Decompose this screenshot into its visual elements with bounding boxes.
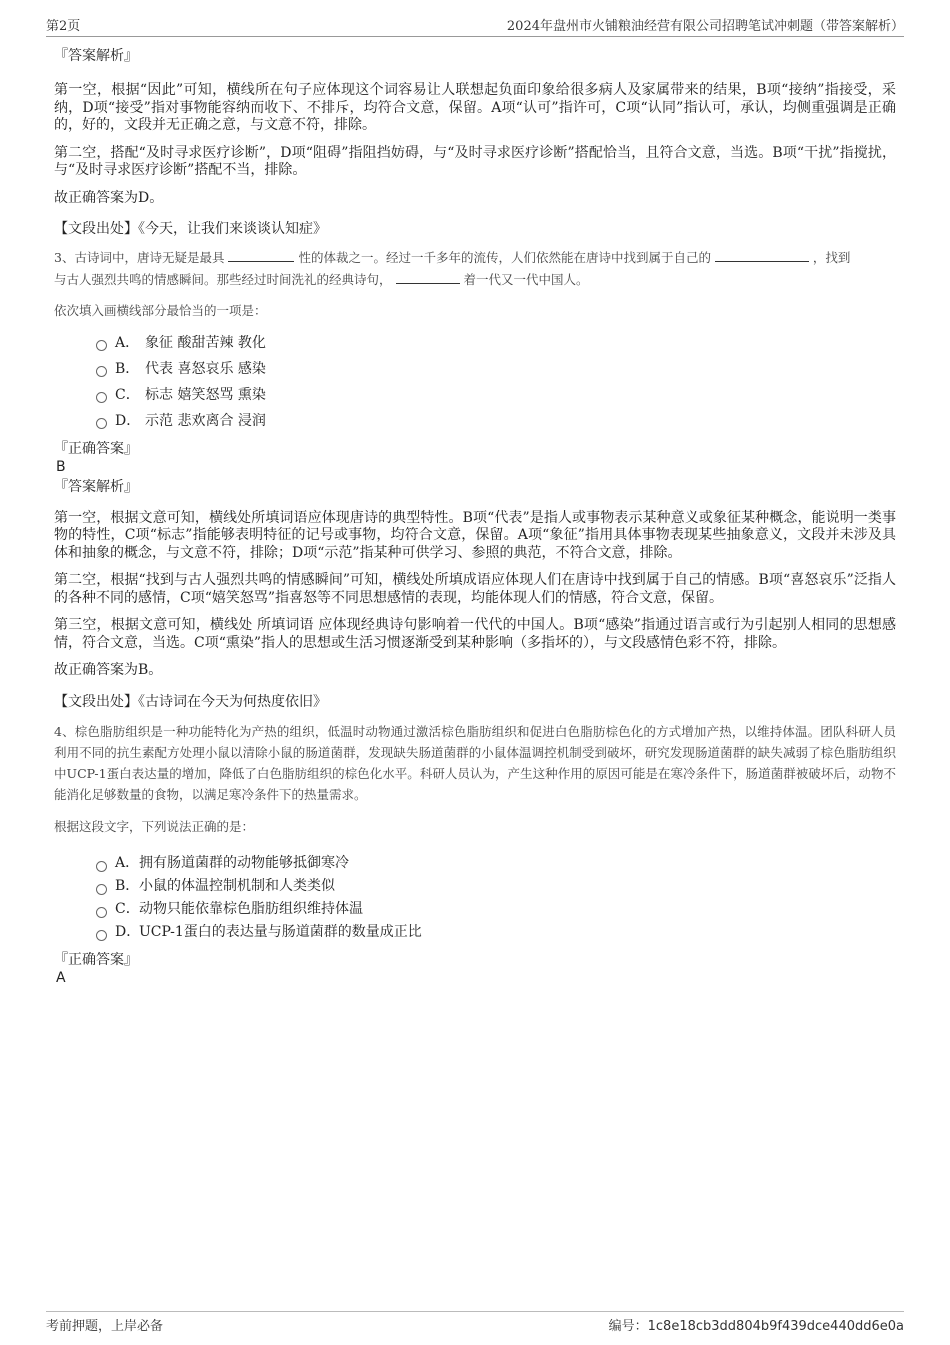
page-header	[46, 14, 904, 37]
document-body	[54, 44, 896, 986]
option-c[interactable]: C． 标志 嬉笑怒骂 熏染	[96, 385, 896, 405]
fill-blank	[715, 249, 809, 262]
option-a[interactable]: A． 拥有肠道菌群的动物能够抵御寒冷	[96, 853, 896, 873]
fill-blank	[396, 271, 460, 284]
option-b[interactable]: B． 小鼠的体温控制机制和人类类似	[96, 876, 896, 896]
option-d[interactable]: D． UCP-1蛋白的表达量与肠道菌群的数量成正比	[96, 922, 896, 942]
analysis-label: 『答案解析』	[54, 48, 138, 64]
correct-answer: B	[56, 458, 66, 475]
radio-icon[interactable]	[96, 907, 107, 918]
analysis-paragraph: 第三空，根据文意可知，横线处 所填词语 应体现经典诗句影响着一代代的中国人。B项“感染”指通过语言或行为引起别人相同的思想感情，符合文意，当选。C项“熏染”指人的思想或生活习惯逐渐受到某种影响（多指坏的），与文段感情色彩不符，排除。	[54, 617, 896, 651]
page-footer	[46, 1311, 904, 1334]
fill-blank	[228, 249, 294, 262]
source-citation: 【文段出处】《古诗词在今天为何热度依旧》	[54, 693, 327, 710]
radio-icon[interactable]	[96, 392, 107, 403]
page-number: 第2页	[46, 19, 81, 34]
radio-icon[interactable]	[96, 418, 107, 429]
source-citation: 【文段出处】《今天，让我们来谈谈认知症》	[54, 221, 327, 237]
option-c[interactable]: C． 动物只能依靠棕色脂肪组织维持体温	[96, 899, 896, 919]
question-3-text: 3、古诗词中，唐诗无疑是最具 性的体裁之一。经过一千多年的流传，人们依然能在唐诗中找到属于自己的 ，找到 与古人强烈共鸣的情感瞬间。那些经过时间洗礼的经典诗句， 着一代又一代中国人。	[54, 249, 851, 287]
answer-statement: 故正确答案为B。	[54, 662, 163, 678]
question-prompt: 依次填入画横线部分最恰当的一项是：	[54, 302, 267, 318]
option-a[interactable]: A． 象征 酸甜苦辣 教化	[96, 333, 896, 353]
analysis-paragraph: 第一空，根据文意可知，横线处所填词语应体现唐诗的典型特性。B项“代表”是指人或事物表示某种意义或象征某种概念，能说明一类事物的特性，C项“标志”指能够表明特征的记号或事物，均符合文意，保留。A项“象征”指用具体事物表现某些抽象意义，文段并未涉及具体和抽象的概念，与文意不符，排除；D项“示范”指某种可供学习、参照的典范，不符合文意，排除。	[54, 509, 896, 561]
analysis-paragraph: 第二空，搭配“及时寻求医疗诊断”，D项“阻碍”指阻挡妨碍，与“及时寻求医疗诊断”搭配恰当，且符合文意，当选。B项“干扰”指搅扰，与“及时寻求医疗诊断”搭配不当，排除。	[54, 144, 896, 178]
correct-answer-label: 『正确答案』	[54, 440, 138, 457]
document-id: 编号：1c8e18cb3dd804b9f439dce440dd6e0a	[608, 1319, 904, 1334]
document-title: 2024年盘州市火铺粮油经营有限公司招聘笔试冲刺题（带答案解析）	[506, 19, 904, 34]
question-prompt: 根据这段文字，下列说法正确的是：	[54, 819, 255, 834]
analysis-paragraph: 第一空，根据“因此”可知，横线所在句子应体现这个词容易让人联想起负面印象给很多病人及家属带来的结果，B项“接纳”指接受，采纳，D项“接受”指对事物能容纳而收下、不排斥，均符合文意，保留。A项“认可”指许可，C项“认同”指认可，承认，均侧重强调是正确的，好的，文段并无正确之意，与文意不符，排除。	[54, 82, 896, 133]
answer-statement: 故正确答案为D。	[54, 189, 164, 206]
correct-answer-label: 『正确答案』	[54, 952, 138, 968]
analysis-label: 『答案解析』	[54, 478, 138, 495]
analysis-paragraph: 第二空，根据“找到与古人强烈共鸣的情感瞬间”可知，横线处所填成语应体现人们在唐诗中找到属于自己的情感。B项“喜怒哀乐”泛指人的各种不同的感情，C项“嬉笑怒骂”指喜怒等不同思想感情的表现，均能体现人们的情感，符合文意，保留。	[54, 572, 896, 606]
option-d[interactable]: D． 示范 悲欢离合 浸润	[96, 411, 896, 431]
footer-slogan: 考前押题，上岸必备	[46, 1319, 164, 1334]
option-b[interactable]: B． 代表 喜怒哀乐 感染	[96, 359, 896, 379]
radio-icon[interactable]	[96, 861, 107, 872]
radio-icon[interactable]	[96, 930, 107, 941]
radio-icon[interactable]	[96, 884, 107, 895]
correct-answer: A	[56, 970, 66, 986]
radio-icon[interactable]	[96, 366, 107, 377]
radio-icon[interactable]	[96, 340, 107, 351]
question-4-text: 4、棕色脂肪组织是一种功能特化为产热的组织，低温时动物通过激活棕色脂肪组织和促进白色脂肪棕色化的方式增加产热，以维持体温。团队科研人员利用不同的抗生素配方处理小鼠以清除小鼠的肠道菌群，发现缺失肠道菌群的小鼠体温调控机制受到破坏，研究发现肠道菌群的缺失减弱了棕色脂肪组织中UCP-1蛋白表达量的增加，降低了白色脂肪组织的棕色化水平。科研人员认为，产生这种作用的原因可能是在寒冷条件下，肠道菌群被破坏后，动物不能消化足够数量的食物，以满足寒冷条件下的热量需求。	[54, 724, 896, 802]
